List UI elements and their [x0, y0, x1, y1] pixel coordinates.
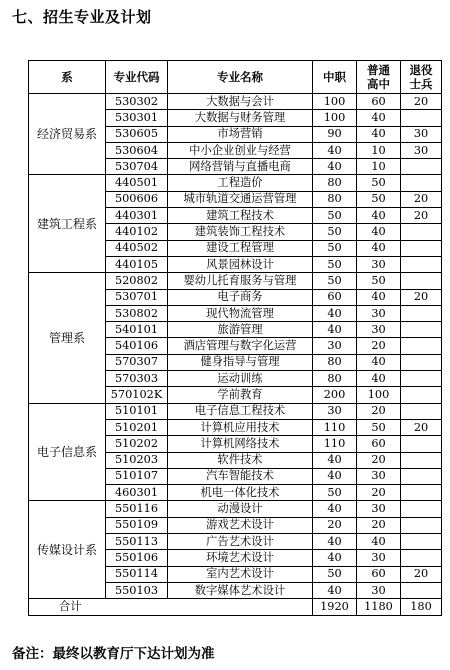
quota-zhongzhi: 50 [313, 240, 357, 256]
quota-zhongzhi: 40 [313, 305, 357, 321]
program-name: 大数据与财务管理 [168, 110, 313, 126]
department-name: 传媒设计系 [29, 501, 106, 599]
program-code: 550106 [106, 550, 168, 566]
quota-putong: 50 [357, 175, 401, 191]
program-code: 510202 [106, 436, 168, 452]
quota-zhongzhi: 40 [313, 501, 357, 517]
program-name: 市场营销 [168, 126, 313, 142]
department-name: 管理系 [29, 273, 106, 403]
quota-zhongzhi: 50 [313, 273, 357, 289]
program-name: 计算机网络技术 [168, 436, 313, 452]
program-code: 520802 [106, 273, 168, 289]
program-name: 电子商务 [168, 289, 313, 305]
footnote: 备注：最终以教育厅下达计划为准 [12, 646, 215, 662]
program-code: 550109 [106, 517, 168, 533]
quota-zhongzhi: 50 [313, 485, 357, 501]
program-name: 广告艺术设计 [168, 534, 313, 550]
program-code: 530802 [106, 305, 168, 321]
department-name: 建筑工程系 [29, 175, 106, 273]
quota-tuiyi [401, 468, 442, 484]
section-heading: 七、招生专业及计划 [12, 8, 152, 26]
quota-zhongzhi: 40 [313, 534, 357, 550]
quota-putong: 20 [357, 338, 401, 354]
quota-putong: 30 [357, 468, 401, 484]
program-code: 530701 [106, 289, 168, 305]
quota-tuiyi: 20 [401, 208, 442, 224]
program-name: 城市轨道交通运营管理 [168, 191, 313, 207]
quota-putong: 10 [357, 159, 401, 175]
total-zhongzhi: 1920 [313, 599, 357, 615]
quota-putong: 30 [357, 256, 401, 272]
quota-putong: 30 [357, 550, 401, 566]
quota-putong: 10 [357, 142, 401, 158]
quota-tuiyi: 20 [401, 289, 442, 305]
total-row [29, 599, 442, 615]
table-row [29, 94, 442, 110]
quota-putong: 30 [357, 582, 401, 598]
quota-putong: 30 [357, 305, 401, 321]
program-name: 动漫设计 [168, 501, 313, 517]
quota-zhongzhi: 80 [313, 191, 357, 207]
quota-zhongzhi: 60 [313, 289, 357, 305]
quota-putong: 50 [357, 191, 401, 207]
quota-zhongzhi: 100 [313, 94, 357, 110]
quota-putong: 40 [357, 208, 401, 224]
program-name: 旅游管理 [168, 322, 313, 338]
table-row [29, 403, 442, 419]
quota-tuiyi [401, 110, 442, 126]
quota-tuiyi [401, 387, 442, 403]
quota-zhongzhi: 110 [313, 436, 357, 452]
quota-putong: 30 [357, 322, 401, 338]
program-name: 健身指导与管理 [168, 354, 313, 370]
quota-tuiyi: 20 [401, 419, 442, 435]
quota-tuiyi [401, 354, 442, 370]
quota-tuiyi [401, 517, 442, 533]
quota-tuiyi [401, 322, 442, 338]
program-name: 工程造价 [168, 175, 313, 191]
quota-tuiyi: 30 [401, 142, 442, 158]
quota-putong: 40 [357, 371, 401, 387]
quota-putong: 40 [357, 110, 401, 126]
quota-zhongzhi: 50 [313, 566, 357, 582]
program-code: 440105 [106, 256, 168, 272]
quota-zhongzhi: 80 [313, 371, 357, 387]
program-name: 中小企业创业与经营 [168, 142, 313, 158]
program-code: 550114 [106, 566, 168, 582]
quota-tuiyi [401, 175, 442, 191]
quota-zhongzhi: 80 [313, 354, 357, 370]
table-row [29, 175, 442, 191]
quota-putong: 20 [357, 452, 401, 468]
department-name: 经济贸易系 [29, 94, 106, 175]
program-name: 汽车智能技术 [168, 468, 313, 484]
quota-zhongzhi: 100 [313, 110, 357, 126]
quota-tuiyi [401, 436, 442, 452]
program-code: 530301 [106, 110, 168, 126]
program-name: 机电一体化技术 [168, 485, 313, 501]
quota-zhongzhi: 40 [313, 582, 357, 598]
quota-zhongzhi: 80 [313, 175, 357, 191]
program-name: 数字媒体艺术设计 [168, 582, 313, 598]
program-name: 风景园林设计 [168, 256, 313, 272]
quota-tuiyi [401, 256, 442, 272]
program-code: 440301 [106, 208, 168, 224]
quota-putong: 50 [357, 273, 401, 289]
program-name: 学前教育 [168, 387, 313, 403]
department-name: 电子信息系 [29, 403, 106, 501]
quota-zhongzhi: 30 [313, 338, 357, 354]
quota-tuiyi: 30 [401, 126, 442, 142]
program-name: 计算机应用技术 [168, 419, 313, 435]
quota-putong: 40 [357, 289, 401, 305]
program-code: 570307 [106, 354, 168, 370]
program-code: 510101 [106, 403, 168, 419]
quota-putong: 30 [357, 501, 401, 517]
quota-zhongzhi: 30 [313, 403, 357, 419]
program-code: 500606 [106, 191, 168, 207]
quota-putong: 20 [357, 517, 401, 533]
quota-tuiyi [401, 371, 442, 387]
program-name: 婴幼儿托育服务与管理 [168, 273, 313, 289]
quota-tuiyi [401, 403, 442, 419]
program-name: 网络营销与直播电商 [168, 159, 313, 175]
program-name: 软件技术 [168, 452, 313, 468]
table-row [29, 273, 442, 289]
quota-putong: 40 [357, 126, 401, 142]
quota-tuiyi [401, 582, 442, 598]
quota-putong: 40 [357, 224, 401, 240]
quota-tuiyi [401, 273, 442, 289]
quota-putong: 40 [357, 534, 401, 550]
quota-tuiyi [401, 240, 442, 256]
program-code: 540101 [106, 322, 168, 338]
header-code: 专业代码 [106, 61, 168, 94]
program-code: 530302 [106, 94, 168, 110]
program-code: 440501 [106, 175, 168, 191]
program-code: 550113 [106, 534, 168, 550]
program-code: 440102 [106, 224, 168, 240]
total-tuiyi: 180 [401, 599, 442, 615]
program-name: 建筑装饰工程技术 [168, 224, 313, 240]
program-code: 540106 [106, 338, 168, 354]
program-code: 460301 [106, 485, 168, 501]
program-name: 游戏艺术设计 [168, 517, 313, 533]
program-code: 440502 [106, 240, 168, 256]
program-name: 建筑工程技术 [168, 208, 313, 224]
program-code: 530604 [106, 142, 168, 158]
quota-tuiyi [401, 550, 442, 566]
program-name: 环境艺术设计 [168, 550, 313, 566]
quota-putong: 40 [357, 354, 401, 370]
quota-tuiyi [401, 534, 442, 550]
quota-tuiyi [401, 224, 442, 240]
table-row [29, 501, 442, 517]
program-code: 550103 [106, 582, 168, 598]
quota-putong: 20 [357, 485, 401, 501]
quota-zhongzhi: 200 [313, 387, 357, 403]
program-code: 550116 [106, 501, 168, 517]
quota-zhongzhi: 50 [313, 224, 357, 240]
quota-putong: 40 [357, 240, 401, 256]
program-name: 酒店管理与数字化运营 [168, 338, 313, 354]
program-code: 510107 [106, 468, 168, 484]
program-code: 530704 [106, 159, 168, 175]
program-code: 570102K [106, 387, 168, 403]
header-putong [357, 61, 401, 94]
quota-zhongzhi: 40 [313, 452, 357, 468]
header-putong-text: 普通高中 [367, 63, 390, 91]
quota-putong: 20 [357, 403, 401, 419]
quota-zhongzhi: 90 [313, 126, 357, 142]
quota-zhongzhi: 20 [313, 517, 357, 533]
quota-tuiyi: 20 [401, 94, 442, 110]
quota-putong: 60 [357, 436, 401, 452]
table-body [29, 94, 442, 599]
enrollment-plan-table [28, 60, 442, 616]
program-name: 大数据与会计 [168, 94, 313, 110]
program-code: 510201 [106, 419, 168, 435]
header-name: 专业名称 [168, 61, 313, 94]
quota-putong: 60 [357, 94, 401, 110]
quota-tuiyi [401, 501, 442, 517]
quota-tuiyi: 20 [401, 191, 442, 207]
header-tuiyi [401, 61, 442, 94]
program-code: 530605 [106, 126, 168, 142]
quota-zhongzhi: 40 [313, 159, 357, 175]
quota-zhongzhi: 40 [313, 142, 357, 158]
program-code: 570303 [106, 371, 168, 387]
table-header-row [29, 61, 442, 94]
quota-putong: 100 [357, 387, 401, 403]
program-name: 现代物流管理 [168, 305, 313, 321]
quota-zhongzhi: 50 [313, 208, 357, 224]
program-name: 运动训练 [168, 371, 313, 387]
total-putong: 1180 [357, 599, 401, 615]
program-name: 室内艺术设计 [168, 566, 313, 582]
quota-tuiyi [401, 485, 442, 501]
quota-zhongzhi: 40 [313, 322, 357, 338]
total-label: 合计 [29, 599, 313, 615]
quota-tuiyi [401, 452, 442, 468]
header-tuiyi-text: 退役士兵 [409, 63, 433, 91]
quota-zhongzhi: 110 [313, 419, 357, 435]
header-dept: 系 [29, 61, 106, 94]
program-name: 建设工程管理 [168, 240, 313, 256]
program-name: 电子信息工程技术 [168, 403, 313, 419]
quota-putong: 50 [357, 419, 401, 435]
quota-tuiyi: 20 [401, 566, 442, 582]
quota-putong: 60 [357, 566, 401, 582]
quota-tuiyi [401, 305, 442, 321]
quota-zhongzhi: 40 [313, 550, 357, 566]
quota-zhongzhi: 40 [313, 468, 357, 484]
header-zhongzhi: 中职 [313, 61, 357, 94]
quota-zhongzhi: 50 [313, 256, 357, 272]
quota-tuiyi [401, 338, 442, 354]
program-code: 510203 [106, 452, 168, 468]
quota-tuiyi [401, 159, 442, 175]
